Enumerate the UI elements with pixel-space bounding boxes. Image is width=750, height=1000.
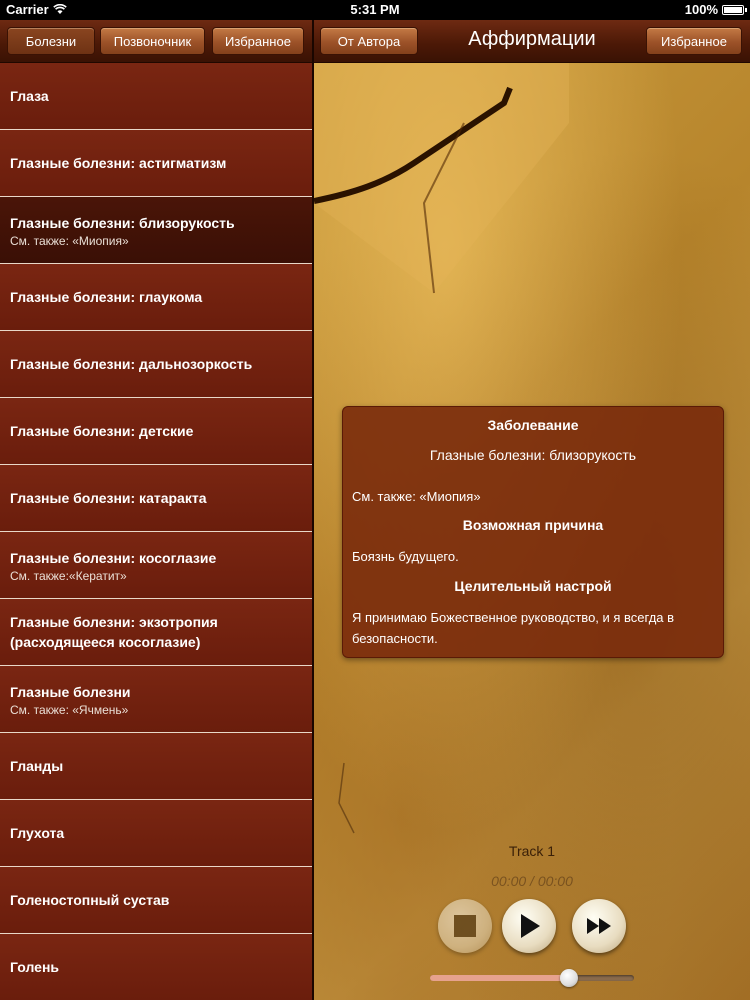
detail-panel [314, 63, 750, 1000]
list-item[interactable] [0, 197, 312, 264]
cause-text: Боязнь будущего. [352, 549, 459, 564]
list-item-title: Глазные болезни: близорукость [10, 214, 235, 231]
list-item[interactable] [0, 331, 312, 398]
list-item[interactable] [0, 465, 312, 532]
list-item[interactable] [0, 264, 312, 331]
playback-slider-thumb[interactable] [560, 969, 578, 987]
list-item[interactable] [0, 130, 312, 197]
list-item-subtitle: См. также: «Миопия» [10, 233, 129, 248]
see-also-text: См. также: «Миопия» [352, 489, 481, 504]
list-item[interactable] [0, 800, 312, 867]
list-item-title: Глазные болезни: косоглазие [10, 549, 217, 566]
status-time: 5:31 PM [350, 2, 400, 17]
list-item[interactable] [0, 532, 312, 599]
disease-list[interactable] [0, 63, 312, 1000]
tab-favorites-button[interactable]: Избранное [212, 27, 304, 55]
from-author-button[interactable]: От Автора [320, 27, 418, 55]
list-item-subtitle: См. также: «Ячмень» [10, 702, 129, 717]
cause-heading: Возможная причина [462, 517, 604, 533]
tab-diseases-button[interactable]: Болезни [7, 27, 95, 55]
list-item-title: Голеностопный сустав [10, 892, 170, 908]
list-item-title: Голень [10, 959, 59, 975]
list-item-title: Глазные болезни: глаукома [10, 289, 203, 305]
status-bar [0, 0, 750, 20]
track-title: Track 1 [508, 843, 556, 859]
stop-button[interactable] [438, 899, 492, 953]
battery-percent: 100% [684, 2, 718, 17]
fast-forward-button[interactable] [572, 899, 626, 953]
right-toolbar [314, 20, 750, 63]
list-item-subtitle: См. также:«Кератит» [10, 568, 127, 583]
list-item[interactable] [0, 666, 312, 733]
stop-icon [454, 915, 476, 937]
play-button[interactable] [502, 899, 556, 953]
affirmation-card [342, 406, 724, 658]
battery-icon [722, 5, 744, 15]
list-item-title: Глазные болезни [10, 683, 131, 700]
track-time: 00:00 / 00:00 [491, 873, 573, 889]
battery-indicator [685, 2, 744, 17]
left-toolbar [0, 20, 312, 63]
list-item-title: Глаза [10, 88, 49, 104]
tab-spine-button[interactable]: Позвоночник [100, 27, 205, 55]
healing-heading: Целительный настрой [454, 578, 612, 594]
list-item-title: Глазные болезни: детские [10, 423, 194, 439]
list-item[interactable] [0, 398, 312, 465]
list-item-title: Гланды [10, 758, 64, 774]
list-item[interactable] [0, 733, 312, 800]
carrier-label: Carrier [6, 2, 49, 17]
list-item[interactable] [0, 934, 312, 1000]
disease-name: Глазные болезни: близорукость [429, 447, 637, 463]
list-item-title: Глазные болезни: катаракта [10, 490, 207, 506]
healing-text: Я принимаю Божественное руководство, и я всегда в безопасности. [352, 610, 675, 646]
playback-slider[interactable] [430, 975, 634, 981]
fast-forward-icon [585, 917, 613, 935]
favorites-button[interactable]: Избранное [646, 27, 742, 55]
page-title: Аффирмации [468, 28, 596, 50]
list-item-title: Глазные болезни: астигматизм [10, 155, 227, 171]
playback-slider-fill [430, 975, 569, 981]
list-item-title: Глухота [10, 825, 65, 841]
list-item[interactable] [0, 867, 312, 934]
list-item-title: Глазные болезни: экзотропия (расходящееся косоглазие) [10, 614, 218, 650]
list-item[interactable] [0, 599, 312, 666]
list-item-title: Глазные болезни: дальнозоркость [10, 356, 253, 372]
play-icon [517, 913, 541, 939]
disease-heading: Заболевание [487, 417, 579, 433]
list-item[interactable] [0, 63, 312, 130]
